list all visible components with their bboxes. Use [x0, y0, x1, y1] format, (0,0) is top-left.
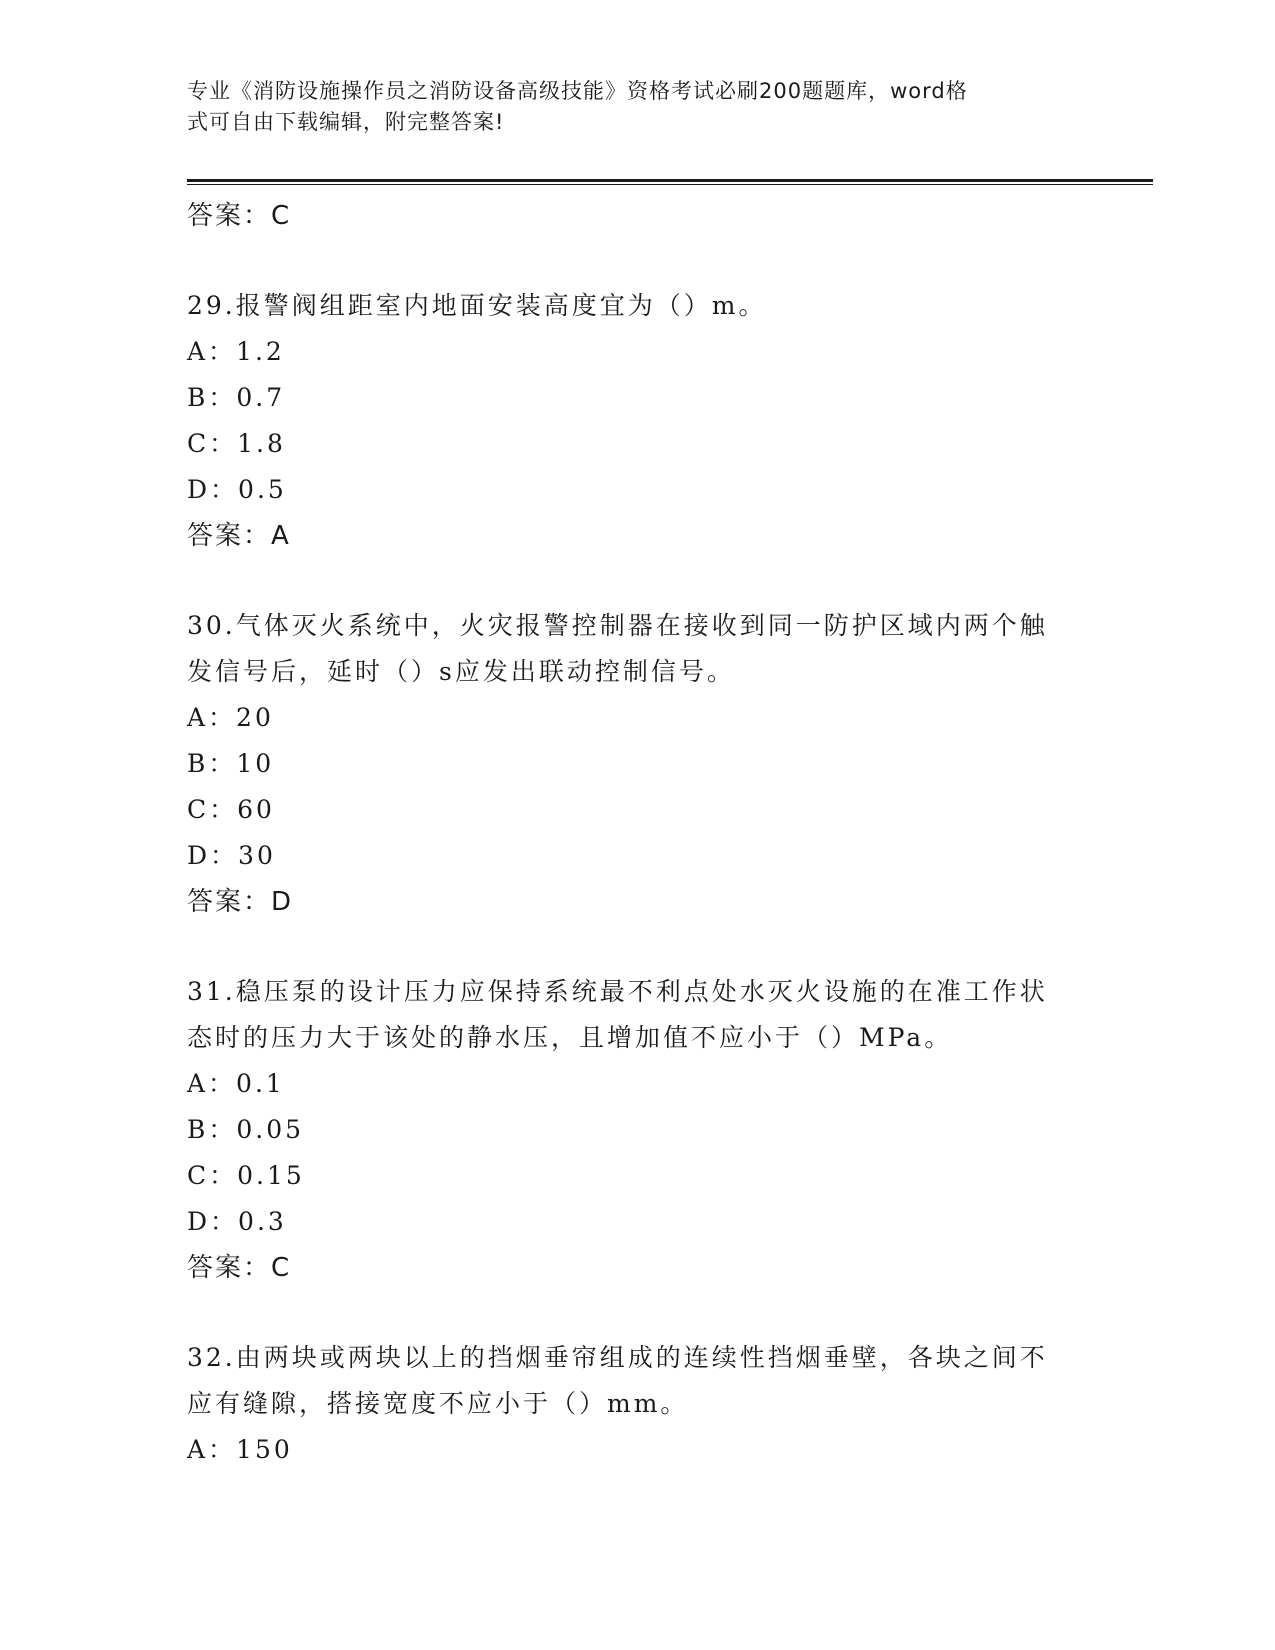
option-d: D：0.5 [187, 475, 287, 504]
question-stem-line-1: 31.稳压泵的设计压力应保持系统最不利点处水灭火设施的在准工作状 [187, 977, 1048, 1006]
option-a: A：20 [187, 703, 274, 732]
question-stem-line-2: 应有缝隙，搭接宽度不应小于（）mm。 [187, 1389, 689, 1418]
option-a: A：150 [187, 1435, 293, 1464]
question-32 [187, 1335, 1087, 1473]
question-30 [187, 603, 1087, 925]
question-stem-line-1: 30.气体灭火系统中，火灾报警控制器在接收到同一防护区域内两个触 [187, 611, 1048, 640]
question-stem: 29.报警阀组距室内地面安装高度宜为（）m。 [187, 291, 767, 320]
option-b: B：10 [187, 749, 275, 778]
option-d: D：0.3 [187, 1207, 287, 1236]
option-c: C：60 [187, 795, 275, 824]
answer: 答案：C [187, 1253, 292, 1283]
option-d: D：30 [187, 841, 276, 870]
header-divider-thin [187, 184, 1153, 185]
answer: 答案：D [187, 887, 294, 917]
header-divider-thick [187, 179, 1153, 182]
question-stem-line-2: 发信号后，延时（）s应发出联动控制信号。 [187, 657, 735, 686]
previous-answer: 答案：C [187, 201, 292, 231]
answer: 答案：A [187, 521, 291, 551]
option-b: B：0.05 [187, 1115, 305, 1144]
document-header [187, 76, 1067, 138]
question-list [187, 193, 1087, 1473]
header-line-2: 式可自由下载编辑，附完整答案! [187, 110, 505, 134]
question-31 [187, 969, 1087, 1291]
option-a: A：1.2 [187, 337, 285, 366]
option-c: C：0.15 [187, 1161, 305, 1190]
option-a: A：0.1 [187, 1069, 285, 1098]
option-b: B：0.7 [187, 383, 286, 412]
question-29 [187, 283, 1087, 559]
question-stem-line-1: 32.由两块或两块以上的挡烟垂帘组成的连续性挡烟垂壁，各块之间不 [187, 1343, 1048, 1372]
question-stem-line-2: 态时的压力大于该处的静水压，且增加值不应小于（）MPa。 [187, 1023, 953, 1052]
option-c: C：1.8 [187, 429, 286, 458]
header-line-1: 专业《消防设施操作员之消防设备高级技能》资格考试必刷200题题库，word格 [187, 79, 968, 103]
